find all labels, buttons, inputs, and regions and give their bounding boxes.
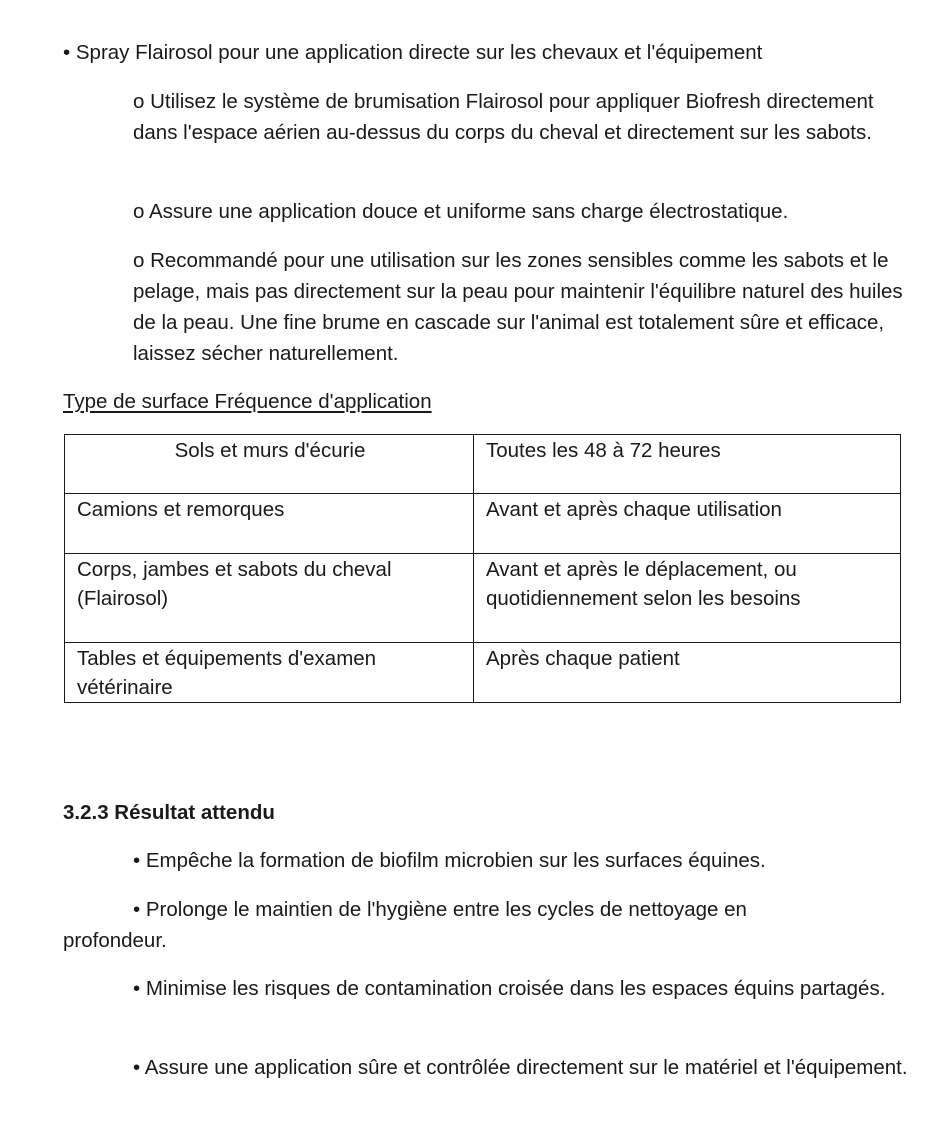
sub-bullet-application-douce: o Assure une application douce et uniforme sans charge électrostatique. xyxy=(133,200,789,223)
table-cell-surface: Sols et murs d'écurie xyxy=(65,435,474,494)
table-cell-surface: Tables et équipements d'examen vétérinaire xyxy=(65,643,474,703)
table-cell-surface: Corps, jambes et sabots du cheval (Flairosol) xyxy=(65,554,474,643)
table-row xyxy=(65,643,901,703)
sub-bullet-zones-sensibles: o Recommandé pour une utilisation sur les zones sensibles comme les sabots et le pelage, mais pas directement sur la peau pour maintenir l'équilibre naturel des huiles de la peau. Une fine brume en cascade sur l'animal est totalement sûre et efficace, laissez sécher naturellement. xyxy=(133,249,903,365)
section-title: 3.2.3 Résultat attendu xyxy=(63,801,275,824)
result-hygiene-continued: profondeur. xyxy=(63,929,167,952)
sub-bullet-brumisation: o Utilisez le système de brumisation Flairosol pour appliquer Biofresh directement dans l'espace aérien au-dessus du corps du cheval et directement sur les sabots. xyxy=(133,90,874,144)
intro-bullet: • Spray Flairosol pour une application directe sur les chevaux et l'équipement xyxy=(63,41,763,64)
table-row xyxy=(65,494,901,554)
table-row xyxy=(65,435,901,494)
result-hygiene: • Prolonge le maintien de l'hygiène entre les cycles de nettoyage en xyxy=(133,898,747,921)
frequency-table xyxy=(64,434,901,703)
table-cell-frequency: Avant et après chaque utilisation xyxy=(474,494,901,554)
result-biofilm: • Empêche la formation de biofilm microbien sur les surfaces équines. xyxy=(133,849,766,872)
table-cell-surface: Camions et remorques xyxy=(65,494,474,554)
table-cell-frequency: Toutes les 48 à 72 heures xyxy=(474,435,901,494)
table-cell-frequency: Après chaque patient xyxy=(474,643,901,703)
table-row xyxy=(65,554,901,643)
result-application-sure: • Assure une application sûre et contrôlée directement sur le matériel et l'équipement. xyxy=(133,1056,908,1079)
result-contamination: • Minimise les risques de contamination croisée dans les espaces équins partagés. xyxy=(133,977,886,1000)
table-caption: Type de surface Fréquence d'application xyxy=(63,390,432,413)
table-cell-frequency: Avant et après le déplacement, ou quotidiennement selon les besoins xyxy=(474,554,901,643)
